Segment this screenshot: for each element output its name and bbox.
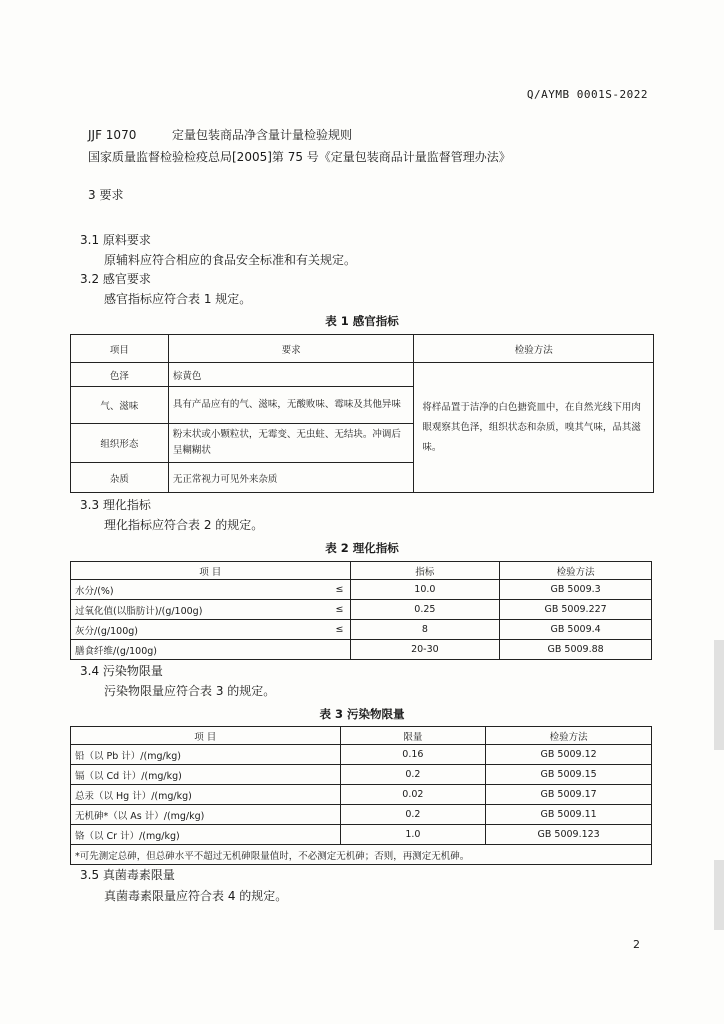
method-cell: GB 5009.11 — [486, 805, 652, 825]
header-cell-item: 项目 — [71, 335, 169, 363]
section-3-1-heading: 3.1 原料要求 — [80, 233, 151, 247]
reference-code: JJF 1070 — [88, 128, 137, 142]
operator-cell: ≤ — [280, 620, 350, 640]
item-cell: 灰分/(g/100g) — [71, 620, 281, 640]
section-3-2-body: 感官指标应符合表 1 规定。 — [104, 292, 252, 306]
reference-title: 定量包装商品净含量计量检验规则 — [172, 128, 353, 142]
table-row — [71, 363, 654, 387]
operator-cell — [280, 640, 350, 660]
table-row — [71, 620, 652, 640]
method-cell: GB 5009.227 — [500, 600, 652, 620]
method-cell: GB 5009.3 — [500, 580, 652, 600]
header-cell-value: 指标 — [350, 562, 500, 580]
header-cell-method: 检验方法 — [500, 562, 652, 580]
item-cell: 组织形态 — [71, 424, 169, 463]
item-cell: 气、滋味 — [71, 387, 169, 424]
item-cell: 杂质 — [71, 463, 169, 493]
requirement-cell: 无正常视力可见外来杂质 — [168, 463, 414, 493]
table-3-caption: 表 3 污染物限量 — [319, 707, 405, 721]
reference-regulation: 国家质量监督检验检疫总局[2005]第 75 号《定量包装商品计量监督管理办法》 — [88, 150, 511, 164]
table-row — [71, 785, 652, 805]
table-row — [71, 640, 652, 660]
table-2-caption: 表 2 理化指标 — [325, 541, 399, 555]
value-cell: 10.0 — [350, 580, 500, 600]
method-cell: GB 5009.4 — [500, 620, 652, 640]
table-2-physicochemical — [70, 561, 652, 660]
section-3-heading: 3 要求 — [88, 188, 124, 202]
section-3-4-heading: 3.4 污染物限量 — [80, 664, 163, 678]
reference-jjf1070 — [88, 126, 352, 143]
method-cell: GB 5009.88 — [500, 640, 652, 660]
item-cell: 镉（以 Cd 计）/(mg/kg) — [71, 765, 341, 785]
item-cell: 铬（以 Cr 计）/(mg/kg) — [71, 825, 341, 845]
method-cell: GB 5009.123 — [486, 825, 652, 845]
value-cell: 0.2 — [340, 805, 486, 825]
method-cell: GB 5009.17 — [486, 785, 652, 805]
header-cell-limit: 限量 — [340, 727, 486, 745]
table-row — [71, 745, 652, 765]
scan-edge-shadow — [714, 860, 724, 930]
item-cell: 色泽 — [71, 363, 169, 387]
section-3-1-body: 原辅料应符合相应的食品安全标准和有关规定。 — [104, 253, 357, 267]
table-footnote: *可先测定总砷，但总砷水平不超过无机砷限量值时，不必测定无机砷；否则，再测定无机砷。 — [71, 845, 652, 865]
requirement-cell: 粉末状或小颗粒状，无霉变、无虫蛀、无结块。冲调后呈糊糊状 — [168, 424, 414, 463]
value-cell: 0.25 — [350, 600, 500, 620]
header-cell-method: 检验方法 — [486, 727, 652, 745]
header-cell-requirement: 要求 — [168, 335, 414, 363]
table-row — [71, 805, 652, 825]
operator-cell: ≤ — [280, 580, 350, 600]
section-3-5-body: 真菌毒素限量应符合表 4 的规定。 — [104, 889, 288, 903]
section-3-4-body: 污染物限量应符合表 3 的规定。 — [104, 684, 276, 698]
value-cell: 0.16 — [340, 745, 486, 765]
table-3-contaminants — [70, 726, 652, 865]
value-cell: 1.0 — [340, 825, 486, 845]
requirement-cell: 棕黄色 — [168, 363, 414, 387]
table-row — [71, 825, 652, 845]
table-1-sensory — [70, 334, 654, 493]
table-header-row — [71, 727, 652, 745]
table-row — [71, 600, 652, 620]
item-cell: 总汞（以 Hg 计）/(mg/kg) — [71, 785, 341, 805]
section-3-5-heading: 3.5 真菌毒素限量 — [80, 868, 175, 882]
table-row — [71, 580, 652, 600]
value-cell: 0.02 — [340, 785, 486, 805]
item-cell: 膳食纤维/(g/100g) — [71, 640, 281, 660]
table-header-row — [71, 335, 654, 363]
item-cell: 无机砷*（以 As 计）/(mg/kg) — [71, 805, 341, 825]
page-number: 2 — [633, 938, 640, 951]
header-cell-item: 项 目 — [71, 562, 351, 580]
section-3-2-heading: 3.2 感官要求 — [80, 272, 151, 286]
header-cell-item: 项 目 — [71, 727, 341, 745]
section-3-3-heading: 3.3 理化指标 — [80, 498, 151, 512]
item-cell: 铅（以 Pb 计）/(mg/kg) — [71, 745, 341, 765]
item-cell: 过氧化值(以脂肪计)/(g/100g) — [71, 600, 281, 620]
table-row — [71, 765, 652, 785]
method-cell: GB 5009.12 — [486, 745, 652, 765]
table-header-row — [71, 562, 652, 580]
operator-cell: ≤ — [280, 600, 350, 620]
value-cell: 8 — [350, 620, 500, 640]
value-cell: 20-30 — [350, 640, 500, 660]
value-cell: 0.2 — [340, 765, 486, 785]
section-3-3-body: 理化指标应符合表 2 的规定。 — [104, 518, 264, 532]
standard-code: Q/AYMB 0001S-2022 — [526, 88, 648, 101]
method-cell: GB 5009.15 — [486, 765, 652, 785]
scan-edge-shadow — [714, 640, 724, 750]
header-cell-method: 检验方法 — [414, 335, 654, 363]
table-1-caption: 表 1 感官指标 — [325, 314, 399, 328]
method-cell: 将样品置于洁净的白色搪瓷皿中，在自然光线下用肉眼观察其色泽，组织状态和杂质，嗅其气味，品其滋味。 — [414, 363, 654, 493]
table-footnote-row — [71, 845, 652, 865]
item-cell: 水分/(%) — [71, 580, 281, 600]
requirement-cell: 具有产品应有的气、滋味，无酸败味、霉味及其他异味 — [168, 387, 414, 424]
